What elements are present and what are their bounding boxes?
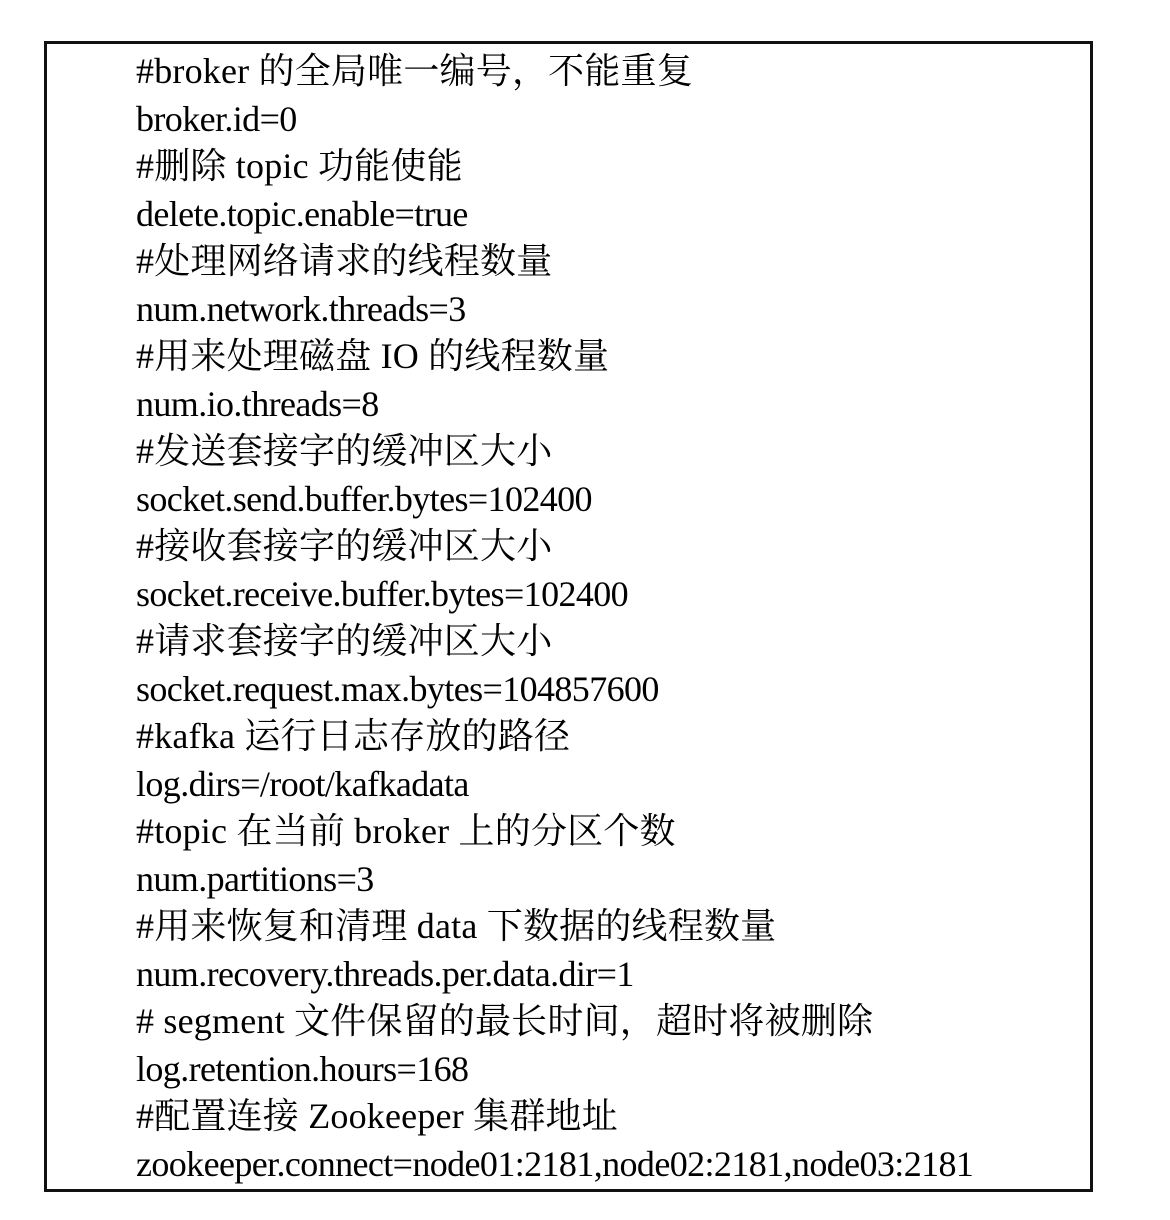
config-box — [44, 41, 1093, 1192]
setting-line-log-dirs: log.dirs=/root/kafkadata — [136, 764, 469, 804]
setting-line-broker-id: broker.id=0 — [136, 99, 297, 139]
setting-line-receive-buffer: socket.receive.buffer.bytes=102400 — [136, 574, 629, 614]
setting-line-network-threads: num.network.threads=3 — [136, 289, 466, 329]
setting-line-request-max: socket.request.max.bytes=104857600 — [136, 669, 659, 709]
comment-line-send-buffer: #发送套接字的缓冲区大小 — [136, 431, 553, 471]
comment-line-delete-topic: #删除 topic 功能使能 — [136, 146, 463, 186]
comment-line-io-threads: #用来处理磁盘 IO 的线程数量 — [136, 336, 610, 376]
setting-line-delete-topic: delete.topic.enable=true — [136, 194, 468, 234]
setting-line-partitions: num.partitions=3 — [136, 859, 374, 899]
comment-line-broker-id: #broker 的全局唯一编号，不能重复 — [136, 51, 693, 91]
comment-line-log-dirs: #kafka 运行日志存放的路径 — [136, 716, 571, 756]
comment-line-request-max: #请求套接字的缓冲区大小 — [136, 621, 553, 661]
setting-line-retention: log.retention.hours=168 — [136, 1049, 469, 1089]
setting-line-io-threads: num.io.threads=8 — [136, 384, 379, 424]
comment-line-receive-buffer: #接收套接字的缓冲区大小 — [136, 526, 553, 566]
comment-line-network-threads: #处理网络请求的线程数量 — [136, 241, 553, 281]
comment-line-zookeeper: #配置连接 Zookeeper 集群地址 — [136, 1096, 618, 1136]
comment-line-retention: # segment 文件保留的最长时间，超时将被删除 — [136, 1001, 874, 1041]
setting-line-send-buffer: socket.send.buffer.bytes=102400 — [136, 479, 592, 519]
setting-line-zookeeper: zookeeper.connect=node01:2181,node02:2181,node03:2181 — [136, 1144, 974, 1184]
comment-line-partitions: #topic 在当前 broker 上的分区个数 — [136, 811, 676, 851]
setting-line-recovery-threads: num.recovery.threads.per.data.dir=1 — [136, 954, 634, 994]
comment-line-recovery-threads: #用来恢复和清理 data 下数据的线程数量 — [136, 906, 777, 946]
